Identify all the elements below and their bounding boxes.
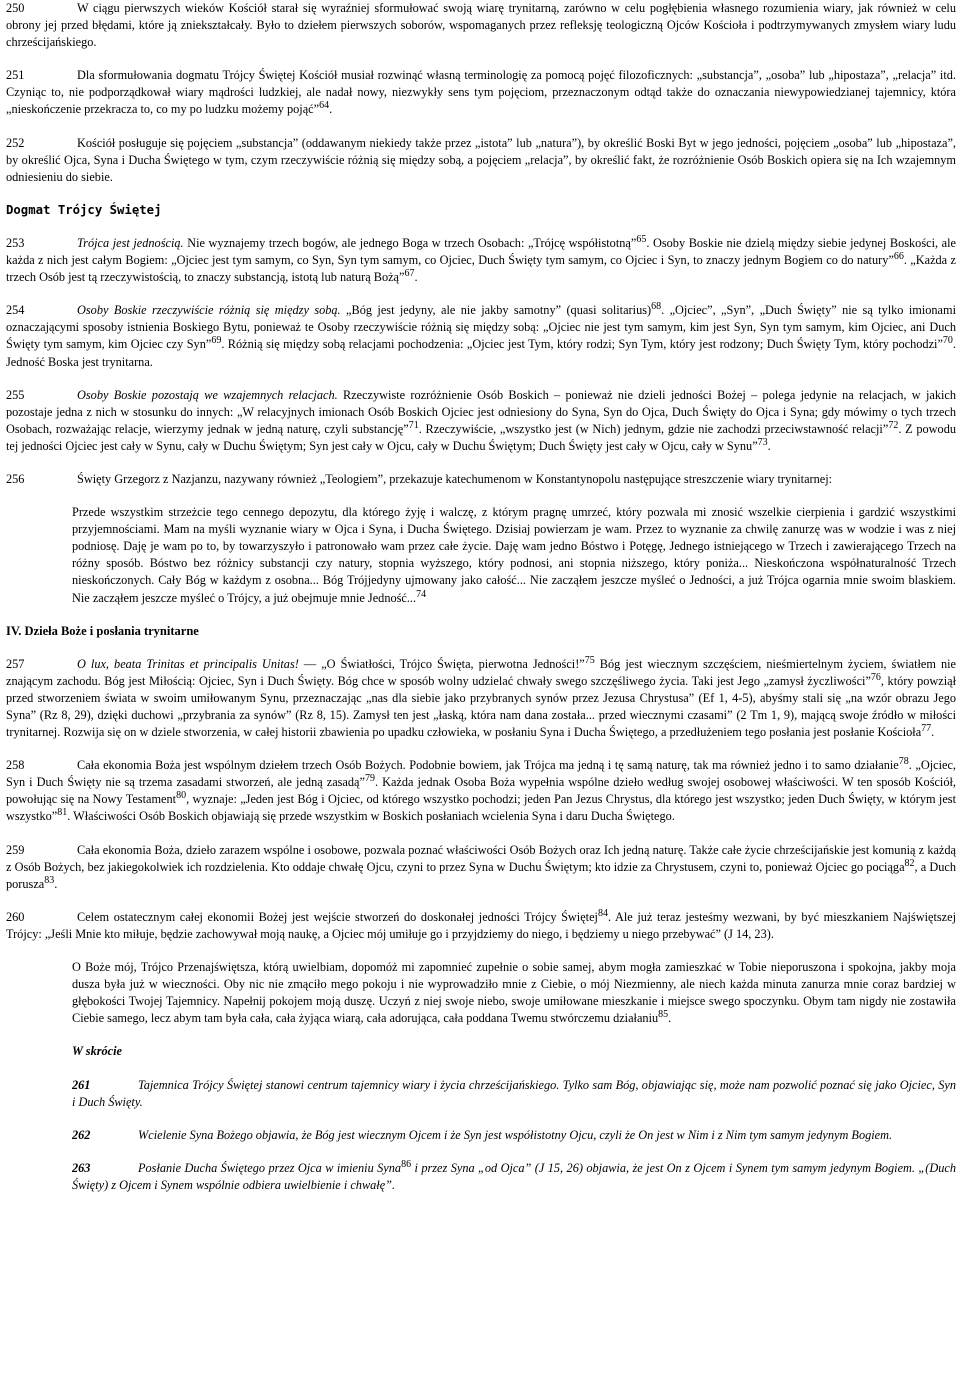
paragraph-256 [6, 471, 956, 488]
summary-number: 261 [72, 1077, 91, 1092]
paragraph-lead: Osoby Boskie rzeczywiście różnią się między sobą. [77, 303, 341, 318]
paragraph-text: Święty Grzegorz z Nazjanzu, nazywany również „Teologiem”, przekazuje katechumenom w Konstantynopolu następujące streszczenie wiary trynitarnej: [77, 471, 833, 486]
paragraph-259 [6, 842, 956, 893]
summary-263 [72, 1160, 956, 1194]
footnote-ref: 72 [888, 419, 899, 431]
text-segment: i przez Syna „od Ojca” (J 15, 26) objawia, że jest On z Ojcem i Synem tym samym jedynym Bogiem. „(Duch Święty) z Ojcem i Synem wspólnie odbiera uwielbienie i chwałę”. [72, 1160, 957, 1192]
footnote-ref: 85 [658, 1009, 669, 1021]
paragraph-lead: Trójca jest jednością. [77, 235, 184, 250]
footnote-ref: 73 [757, 436, 768, 448]
paragraph-number: 260 [6, 909, 25, 924]
text-segment: Celem ostatecznym całej ekonomii Bożej jest wejście stworzeń do doskonałej jedności Trójcy Świętej [77, 909, 598, 924]
summary-text: Tajemnica Trójcy Świętej stanowi centrum tajemnicy wiary i życia chrześcijańskiego. Tylko sam Bóg, objawiając się, może nam pozwolić poznać się jako Ojciec, Syn i Duch Święty. [72, 1077, 956, 1109]
text-segment: Rzeczywiste rozróżnienie Osób Boskich – ponieważ nie dzieli jedności Bożej – polega jedynie na relacjach, w jakich pozostaje jedna z nich w stosunku do innych: „W relacyjnych imionach Osób Boskich Ojciec jest odniesiony do Syna, Syn do Ojca, Duch Święty do Ojca i Syna; gdy mówimy o tych trzech Osobach, rozważając relacje, wierzymy jednak w jedną naturę, czyli substancję” [6, 387, 956, 436]
text-segment: . Ale już teraz jesteśmy wezwani, by być mieszkaniem Najświętszej Trójcy: „Jeśli Mnie kto miłuje, będzie zachowywał moją naukę, a Ojciec mój umiłuje go i przyjdziemy do niego, i będziemy u niego przebywać” (J 14, 23). [6, 909, 956, 941]
section-heading: Dogmat Trójcy Świętej [6, 202, 162, 217]
footnote-ref: 79 [364, 773, 375, 785]
paragraph-lead: O lux, beata Trinitas et principalis Unitas! [77, 656, 299, 671]
summary-261 [72, 1077, 956, 1111]
text-segment: . [668, 1011, 672, 1026]
text-segment: . [931, 725, 935, 740]
footnote-ref: 75 [584, 654, 595, 666]
section-heading: IV. Dzieła Boże i posłania trynitarne [6, 623, 199, 638]
footnote-ref: 81 [57, 807, 68, 819]
text-segment: . „Każda z trzech Osób jest tą rzeczywistością, to znaczy substancją, istotą lub naturą Bożą” [6, 253, 956, 285]
paragraph-251 [6, 67, 956, 118]
summary-number: 262 [72, 1127, 91, 1142]
footnote-ref: 68 [651, 301, 662, 313]
text-segment: Bóg jest wiecznym szczęściem, nieśmiertelnym życiem, światłem nie znającym zachodu. Bóg jest Miłością: Ojciec, Syn i Duch Święty. Bóg chce w sposób wolny udzielać chwały swego szczęśliwego życia. Taki jest Jego „zamysł życzliwości” [6, 656, 956, 688]
paragraph-number: 256 [6, 471, 25, 486]
footnote-ref: 76 [870, 671, 881, 683]
text-segment: . Rzeczywiście, „wszystko jest (w Nich) jednym, gdzie nie zachodzi przeciwstawność relacji” [418, 421, 889, 436]
paragraph-text: Dla sformułowania dogmatu Trójcy Świętej Kościół musiał rozwinąć własną terminologię za pomocą pojęć filozoficznych: „substancja”, „osoba” lub „hipostaza”, „relacja” itd. Czyniąc to, nie podporządkował wiary mądrości ludzkiej, ale nadał nowy, niezwykły sens tym pojęciom, przeznaczonym odtąd także do oznaczania niewypowiedzianej tajemnicy, która „nieskończenie przekracza to, co my po ludzku możemy pojąć” [6, 68, 956, 117]
footnote-ref: 74 [416, 588, 427, 600]
prayer-block [72, 959, 956, 1027]
paragraph-257 [6, 656, 956, 741]
paragraph-253 [6, 235, 956, 286]
paragraph-260 [6, 909, 956, 943]
footnote-ref: 64 [319, 100, 330, 112]
summary-262 [72, 1127, 956, 1144]
footnote-ref: 86 [401, 1158, 412, 1170]
paragraph-text: Kościół posługuje się pojęciem „substancja” (oddawanym niekiedy także przez „istota” lub „natura”), by określić Boski Byt w jego jedności, pojęciem „osoba” lub „hipostaza”, by określić Ojca, Syna i Ducha Świętego w tym, czym rzeczywiście różnią się między sobą, a pojęciem „relacja”, by określić fakt, że rozróżnienie Osób Boskich opiera się na Ich wzajemnym odniesieniu do siebie. [6, 135, 956, 184]
text-segment: . [54, 876, 58, 891]
paragraph-number: 253 [6, 235, 25, 250]
prayer-text: O Boże mój, Trójco Przenajświętsza, którą uwielbiam, dopomóż mi zapomnieć zupełnie o sobie samej, abym mogła zamieszkać w Tobie nieporuszona i spokojna, jakby moja dusza była już w wieczności. Oby nic nie zmąciło mego pokoju i nie wyprowadziło mnie z Ciebie, o mój Niezmienny, ale niech każda minuta zanurza mnie coraz bardziej w głębokości Twojej Tajemnicy. Napełnij pokojem moją duszę. Uczyń z niej swoje niebo, swoje umiłowane mieszkanie i miejsce swego spoczynku. Obym tam nigdy nie zostawiła Ciebie samego, lecz abym tam była cała, cała żyjąca wiarą, cała adorująca, cała poddana Twemu stwórczemu działaniu [72, 960, 956, 1026]
text-segment: Nie wyznajemy trzech bogów, ale jednego Boga w trzech Osobach: „Trójcę współistotną” [183, 235, 637, 250]
paragraph-number: 258 [6, 758, 25, 773]
paragraph-lead: Osoby Boskie pozostają we wzajemnych relacjach. [77, 387, 338, 402]
text-segment: „Bóg jest jedyny, ale nie jakby samotny” (quasi solitarius) [340, 303, 652, 318]
summary-heading: W skrócie [72, 1044, 122, 1059]
text-segment: . [414, 270, 418, 285]
footnote-ref: 82 [904, 857, 915, 869]
paragraph-number: 257 [6, 656, 25, 671]
footnote-ref: 77 [921, 723, 932, 735]
text-segment: . Jedność Boska jest trynitarna. [6, 337, 956, 369]
text-segment: Posłanie Ducha Świętego przez Ojca w imieniu Syna [138, 1160, 402, 1175]
paragraph-254 [6, 302, 956, 370]
paragraph-258 [6, 757, 956, 825]
text-segment: . Różnią się między sobą relacjami pochodzenia: „Ojciec jest Tym, który rodzi; Syn Tym, który jest rodzony; Duch Święty Tym, który pochodzi” [221, 337, 943, 352]
paragraph-252 [6, 135, 956, 186]
text-segment: Cała ekonomia Boża jest wspólnym dziełem trzech Osób Bożych. Podobnie bowiem, jak Trójca ma jedną i tę samą naturę, tak ma również jedno i to samo działanie [77, 758, 899, 773]
text-segment: . Osoby Boskie nie dzielą między siebie jedynej Boskości, ale każda z nich jest całym Bogiem: „Ojciec jest tym samym, co Syn, Syn tym samym, co Ojciec, Duch Święty tym samym, co Ojciec i Syn, to znaczy jednym Bogiem co do natury” [6, 235, 956, 268]
footnote-ref: 84 [597, 907, 608, 919]
quotation-block [72, 504, 956, 607]
footnote-ref: 83 [44, 874, 55, 886]
text-segment: . [329, 102, 333, 117]
paragraph-250 [6, 0, 956, 51]
text-segment: . [767, 438, 771, 453]
text-segment: . Każda jednak Osoba Boża wypełnia wspólne dzieło według swojej osobowej właściwości. W ten sposób Kościół, powołując się na Nowy Testament [6, 775, 956, 807]
summary-text: Wcielenie Syna Bożego objawia, że Bóg jest wiecznym Ojcem i że Syn jest współistotny Ojcu, czyli że On jest w Nim i z Nim tym samym jedynym Bogiem. [138, 1127, 893, 1142]
text-segment: Cała ekonomia Boża, dzieło zarazem wspólne i osobowe, pozwala poznać właściwości Osób Bożych oraz Ich jedną naturę. Także całe życie chrześcijańskie jest komunią z każdą z Osób Bożych, bez jakiegokolwiek ich rozdzielenia. Kto oddaje chwałę Ojcu, czyni to przez Syna w Duchu Świętym; kto idzie za Chrystusem, czyni to, ponieważ Ojciec go pociąga [6, 842, 956, 874]
document-page [6, 0, 956, 1194]
paragraph-number: 252 [6, 135, 25, 150]
paragraph-number: 250 [6, 1, 25, 15]
quotation-text: Przede wszystkim strzeżcie tego cennego depozytu, dla którego żyję i walczę, z którym pragnę umrzeć, który pozwala mi znosić wszelkie cierpienia i gardzić wszystkimi przyjemnościami. Mam na myśli wyznanie wiary w Ojca i Syna, i Ducha Świętego. Dzisiaj powierzam je wam. Przez to wyznanie za chwilę zanurzę was w wodzie i was z niej podniosę. Daję je wam po to, by towarzyszyło i patronowało wam przez całe życie. Daję wam jedno Bóstwo i Potęgę, Jednego istniejącego w Trzech i zawierającego Trzech na różny sposób. Bóstwo bez różnicy substancji czy natury, stopnia wyższego, który podnosi, ani stopnia niższego, który poniża... Nieskończona współnaturalność Trzech nieskończonych. Cały Bóg w każdym z osobna... Bóg Trójjedyny ujmowany jako całość... Nie zacząłem jeszcze myśleć o Jedności, a już Trójca ogarnia mnie swoim blaskiem. Nie zacząłem jeszcze myśleć o Trójcy, a już obejmuje mnie Jedność... [72, 505, 956, 605]
paragraph-number: 255 [6, 387, 25, 402]
paragraph-number: 254 [6, 303, 25, 318]
paragraph-number: 251 [6, 68, 25, 83]
text-segment: . „Ojciec, Syn i Duch Święty nie są trzema zasadami stworzeń, ale jedną zasadą” [6, 758, 956, 790]
paragraph-text: W ciągu pierwszych wieków Kościół starał się wyraźniej sformułować swoją wiarę trynitarną, zarówno w celu pogłębienia własnego rozumienia wiary, jak również w celu obrony jej przed błędami, które ją zniekształcały. Było to dziełem pierwszych soborów, wspomaganych przez refleksję teologiczną Ojców Kościoła i podtrzymywanych zmysłem wiary ludu chrześcijańskiego. [6, 1, 956, 50]
text-segment: . Z powodu tej jedności Ojciec jest cały w Synu, cały w Duchu Świętym; Syn jest cały w Ojcu, cały w Duchu Świętym; Duch Święty jest cały w Ojcu, cały w Synu” [6, 421, 956, 453]
paragraph-255 [6, 387, 956, 455]
footnote-ref: 69 [211, 335, 222, 347]
text-segment: — „O Światłości, Trójco Święta, pierwotna Jedności!” [298, 656, 585, 671]
footnote-ref: 70 [942, 335, 953, 347]
footnote-ref: 65 [636, 233, 647, 245]
footnote-ref: 66 [893, 251, 904, 263]
summary-number: 263 [72, 1160, 91, 1175]
text-segment: , a Duch porusza [6, 859, 956, 891]
text-segment: . Właściwości Osób Boskich objawiają się przede wszystkim w Boskich posłaniach wcielenia Syna i daru Ducha Świętego. [67, 809, 675, 824]
footnote-ref: 78 [898, 756, 909, 768]
paragraph-number: 259 [6, 842, 25, 857]
footnote-ref: 71 [408, 419, 419, 431]
text-segment: . „Ojciec”, „Syn”, „Duch Święty” nie są tylko imionami oznaczającymi sposoby istnienia Boskiego Bytu, ponieważ te Osoby rzeczywiście różnią się między sobą: „Ojciec nie jest tym samym, kim jest Syn, Syn tym samym, kim Ojciec, ani Duch Święty tym samym, kim Ojciec czy Syn” [6, 303, 956, 352]
text-segment: , który powziął przed stworzeniem świata w swoim umiłowanym Synu, przeznaczając „nas dla siebie jako przybranych synów przez Jezusa Chrystusa” (Ef 1, 4-5), abyśmy stali się „na wzór obrazu Jego Syna” (Rz 8, 29), dzięki duchowi „przybrania za synów” (Rz 8, 15). Zamysł ten jest „łaską, która nam dana została... przed wiecznymi czasami” (2 Tm 1, 9), mającą swoje źródło w miłości trynitarnej. Rozwija się on w dziele stworzenia, w całej historii zbawienia po upadku człowieka, w posłaniu Syna i Ducha Świętego, a przedłużeniem tego posłania jest posłanie Kościoła [6, 673, 957, 740]
footnote-ref: 80 [176, 790, 187, 802]
text-segment: , wyznaje: „Jeden jest Bóg i Ojciec, od którego wszystko pochodzi; jeden Pan Jezus Chrystus, dla którego jest wszystko; jeden Duch Święty, w którym jest wszystko” [6, 792, 957, 824]
footnote-ref: 67 [404, 268, 415, 280]
